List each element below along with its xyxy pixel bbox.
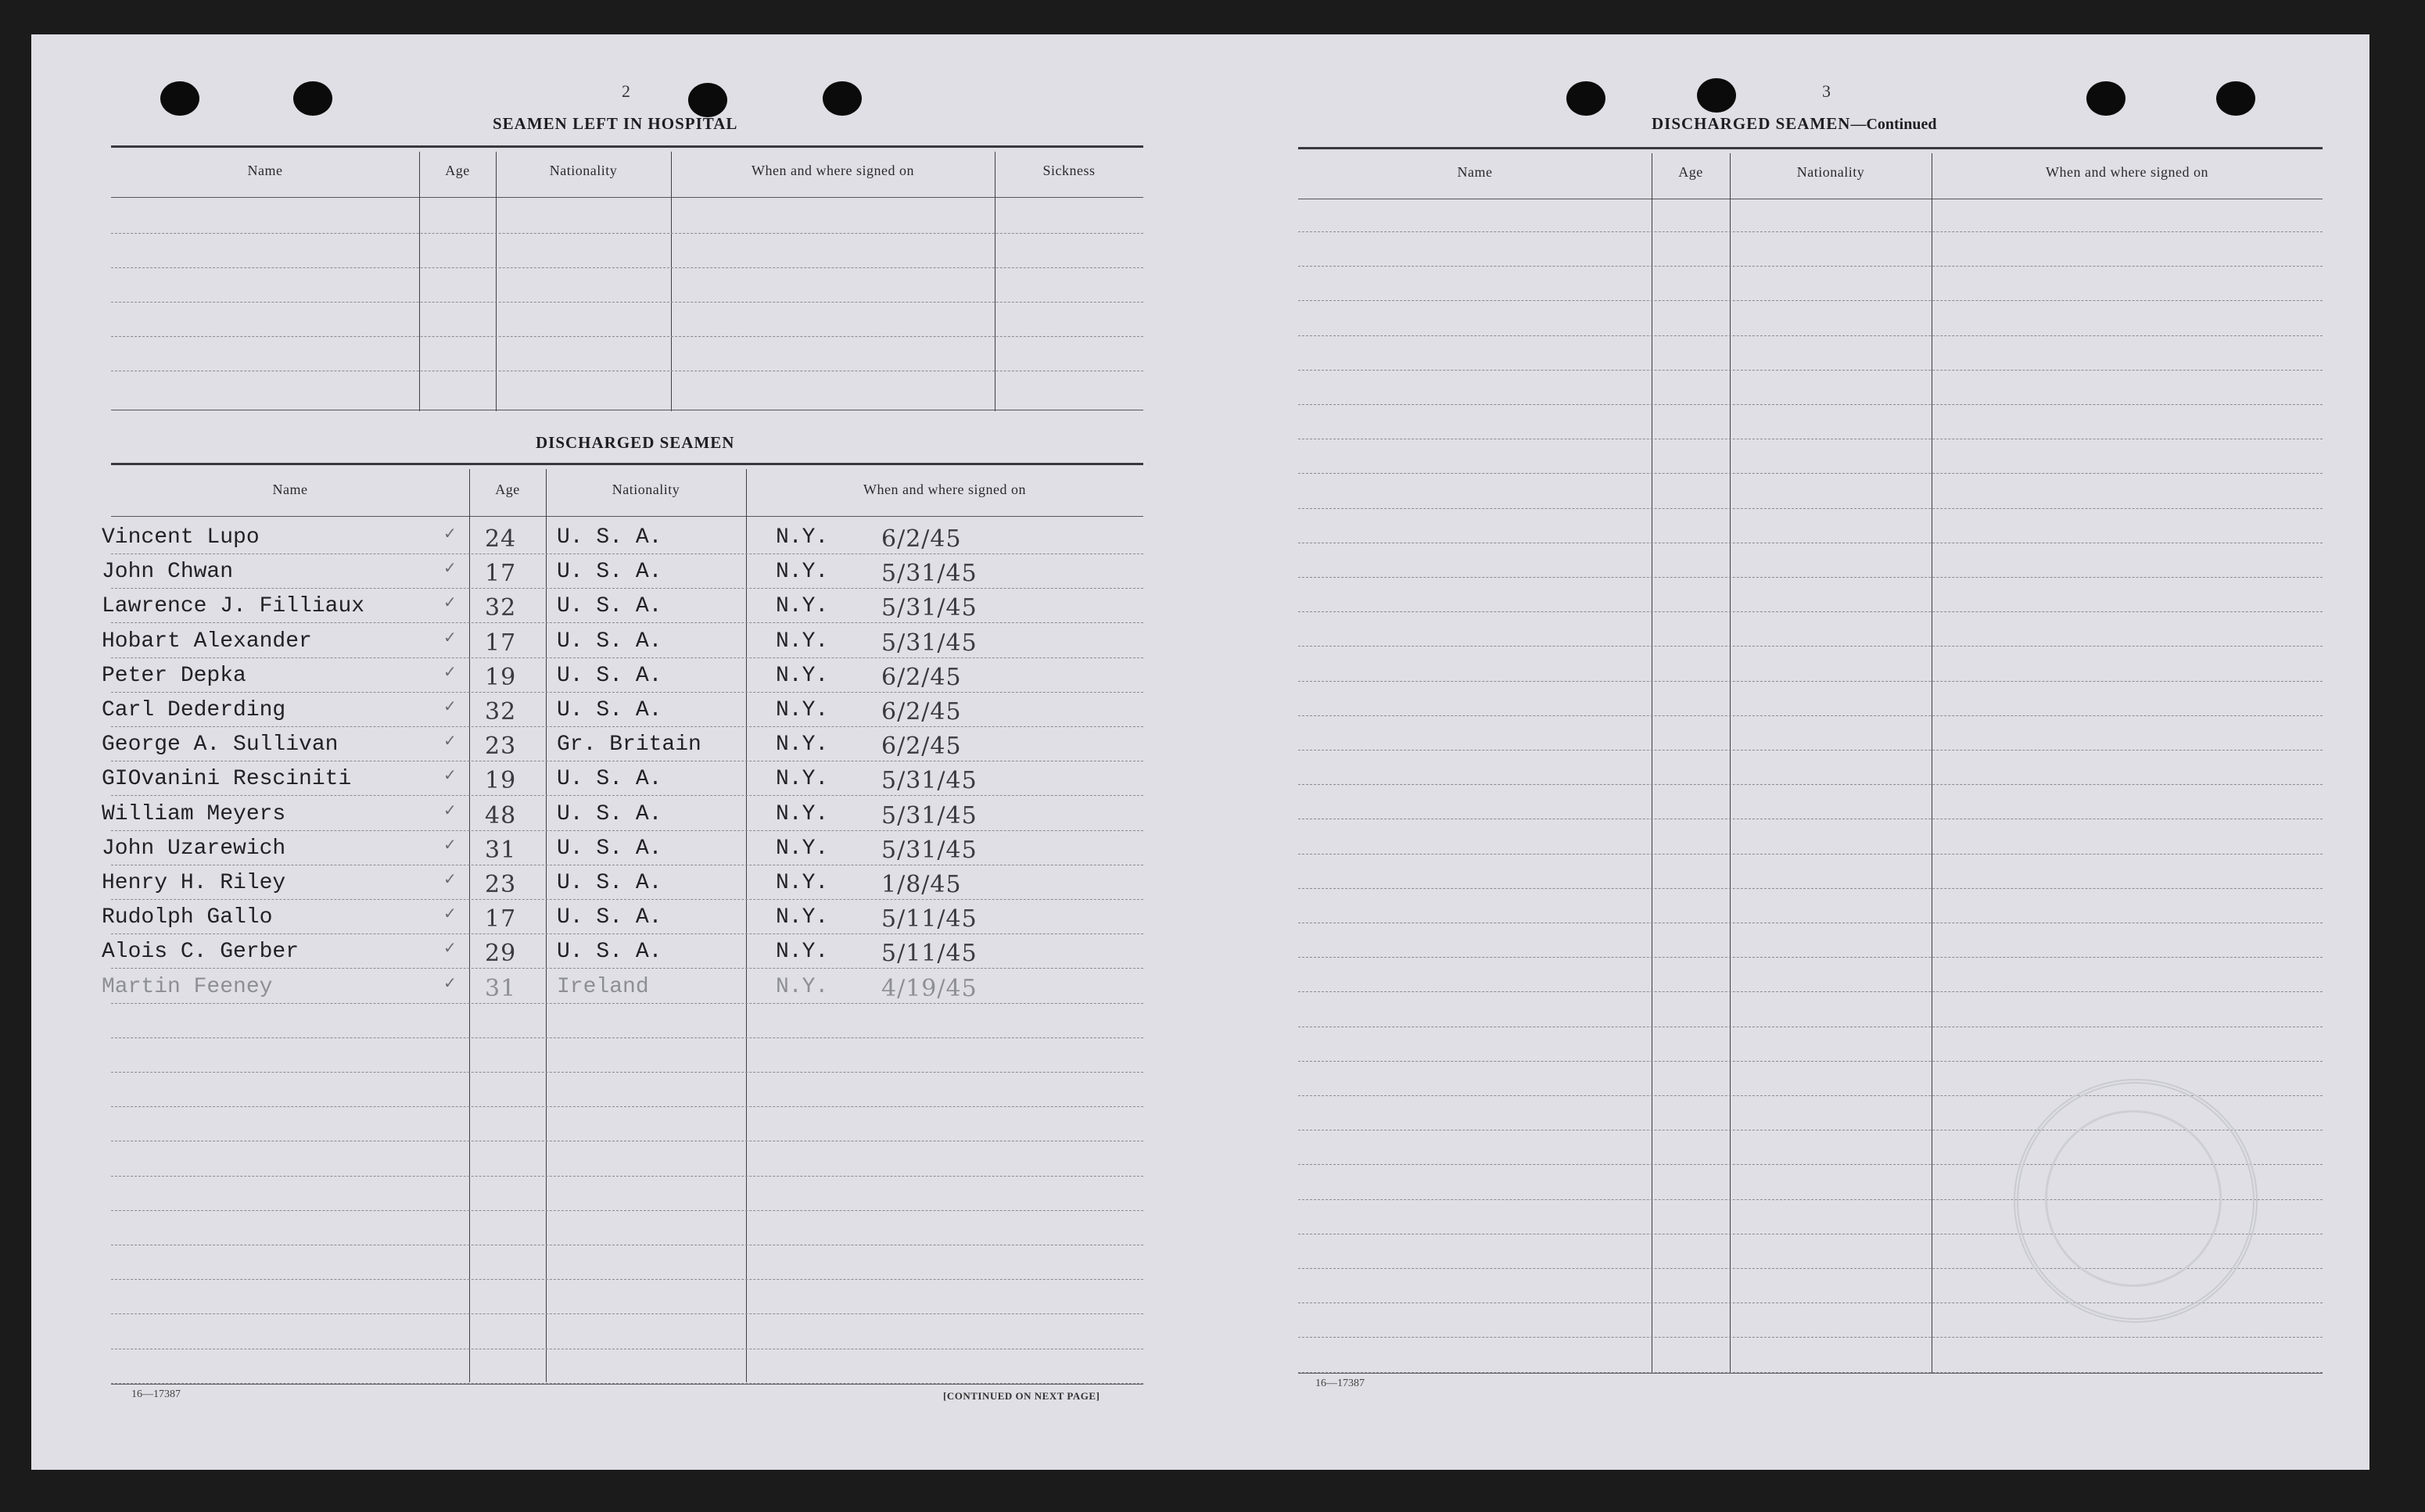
seaman-signed-on-date: 5/31/45 bbox=[881, 560, 978, 588]
discharged-header-age: Age bbox=[495, 482, 520, 497]
seaman-row bbox=[102, 937, 1143, 971]
seaman-signed-on-date: 6/2/45 bbox=[881, 733, 962, 761]
check-mark-icon: ✓ bbox=[443, 869, 457, 888]
seaman-name: GIOvanini Resciniti bbox=[102, 767, 352, 792]
punch-hole bbox=[2086, 81, 2125, 116]
seaman-signed-on-date: 6/2/45 bbox=[881, 698, 962, 726]
seaman-signed-on-place: N.Y. bbox=[776, 594, 829, 619]
seaman-nationality: U. S. A. bbox=[557, 836, 662, 861]
punch-hole bbox=[1697, 78, 1736, 113]
hospital-table-title: SEAMEN LEFT IN HOSPITAL bbox=[493, 114, 738, 133]
seaman-signed-on-place: N.Y. bbox=[776, 801, 829, 826]
seaman-age: 32 bbox=[485, 594, 517, 622]
seaman-signed-on-place: N.Y. bbox=[776, 629, 829, 654]
seaman-signed-on-date: 6/2/45 bbox=[881, 525, 962, 553]
seaman-nationality: U. S. A. bbox=[557, 594, 662, 619]
seaman-nationality: U. S. A. bbox=[557, 940, 662, 965]
seaman-row bbox=[102, 557, 1143, 591]
punch-hole bbox=[688, 83, 727, 117]
discharged-header-nationality: Nationality bbox=[612, 482, 680, 497]
check-mark-icon: ✓ bbox=[443, 661, 457, 681]
punch-hole bbox=[823, 81, 862, 116]
seaman-name: John Uzarewich bbox=[102, 836, 286, 861]
check-mark-icon: ✓ bbox=[443, 973, 457, 992]
right-form-number: 16—17387 bbox=[1315, 1378, 1365, 1389]
discharged-header-signed-on: When and where signed on bbox=[863, 482, 1026, 497]
discharged-table-title: DISCHARGED SEAMEN bbox=[536, 433, 735, 452]
seaman-signed-on-place: N.Y. bbox=[776, 767, 829, 792]
seaman-name: Peter Depka bbox=[102, 663, 246, 688]
seaman-signed-on-place: N.Y. bbox=[776, 663, 829, 688]
seaman-signed-on-place: N.Y. bbox=[776, 871, 829, 895]
seaman-signed-on-date: 5/11/45 bbox=[881, 940, 978, 968]
left-page-number: 2 bbox=[622, 81, 630, 101]
right-title-suffix: —Continued bbox=[1850, 116, 1937, 133]
seaman-nationality: U. S. A. bbox=[557, 801, 662, 826]
check-mark-icon: ✓ bbox=[443, 627, 457, 647]
right-title-main: DISCHARGED SEAMEN bbox=[1652, 114, 1851, 133]
seaman-row bbox=[102, 764, 1143, 798]
seaman-age: 23 bbox=[485, 871, 517, 898]
seaman-signed-on-place: N.Y. bbox=[776, 836, 829, 861]
seaman-row bbox=[102, 972, 1143, 1006]
check-mark-icon: ✓ bbox=[443, 524, 457, 543]
seaman-row bbox=[102, 695, 1143, 729]
seaman-nationality: U. S. A. bbox=[557, 871, 662, 895]
hospital-table bbox=[111, 145, 1143, 411]
seaman-age: 17 bbox=[485, 560, 517, 588]
seaman-nationality: Ireland bbox=[557, 974, 649, 999]
seaman-nationality: U. S. A. bbox=[557, 525, 662, 550]
seaman-age: 23 bbox=[485, 733, 517, 761]
check-mark-icon: ✓ bbox=[443, 558, 457, 578]
seaman-nationality: U. S. A. bbox=[557, 698, 662, 722]
seaman-signed-on-date: 5/11/45 bbox=[881, 905, 978, 933]
seaman-row bbox=[102, 522, 1143, 557]
seaman-row bbox=[102, 868, 1143, 902]
seaman-nationality: U. S. A. bbox=[557, 629, 662, 654]
seaman-nationality: U. S. A. bbox=[557, 905, 662, 930]
right-page-number: 3 bbox=[1822, 81, 1831, 101]
seaman-age: 31 bbox=[485, 974, 517, 1002]
seaman-age: 17 bbox=[485, 905, 517, 933]
continued-note: [CONTINUED ON NEXT PAGE] bbox=[943, 1390, 1100, 1402]
seaman-row bbox=[102, 591, 1143, 625]
seaman-name: Lawrence J. Filliaux bbox=[102, 594, 365, 619]
seaman-nationality: Gr. Britain bbox=[557, 733, 701, 758]
check-mark-icon: ✓ bbox=[443, 593, 457, 612]
seaman-name: Henry H. Riley bbox=[102, 871, 286, 895]
seaman-signed-on-date: 5/31/45 bbox=[881, 594, 978, 622]
faded-stamp bbox=[2014, 1079, 2258, 1323]
seaman-signed-on-place: N.Y. bbox=[776, 733, 829, 758]
hospital-header-signed-on: When and where signed on bbox=[752, 163, 914, 178]
seaman-signed-on-place: N.Y. bbox=[776, 905, 829, 930]
seaman-signed-on-date: 5/31/45 bbox=[881, 801, 978, 829]
seaman-signed-on-place: N.Y. bbox=[776, 560, 829, 585]
seaman-row bbox=[102, 626, 1143, 661]
seaman-age: 32 bbox=[485, 698, 517, 726]
discharged-header-name: Name bbox=[272, 482, 308, 497]
seaman-name: Martin Feeney bbox=[102, 974, 273, 999]
hospital-header-sickness: Sickness bbox=[1042, 163, 1096, 178]
check-mark-icon: ✓ bbox=[443, 765, 457, 785]
punch-hole bbox=[2216, 81, 2255, 116]
check-mark-icon: ✓ bbox=[443, 904, 457, 923]
check-mark-icon: ✓ bbox=[443, 800, 457, 819]
seaman-age: 17 bbox=[485, 629, 517, 657]
seaman-age: 29 bbox=[485, 940, 517, 968]
seaman-age: 31 bbox=[485, 836, 517, 864]
seaman-age: 24 bbox=[485, 525, 517, 553]
seaman-name: Carl Dederding bbox=[102, 698, 286, 722]
seaman-name: Rudolph Gallo bbox=[102, 905, 273, 930]
seaman-signed-on-place: N.Y. bbox=[776, 698, 829, 722]
seaman-signed-on-date: 1/8/45 bbox=[881, 871, 962, 898]
seaman-signed-on-date: 5/31/45 bbox=[881, 629, 978, 657]
seaman-signed-on-place: N.Y. bbox=[776, 525, 829, 550]
punch-hole bbox=[160, 81, 199, 116]
discharged-table bbox=[102, 463, 1143, 1385]
left-form-number: 16—17387 bbox=[131, 1388, 181, 1400]
seaman-name: Hobart Alexander bbox=[102, 629, 312, 654]
seaman-signed-on-date: 4/19/45 bbox=[881, 974, 978, 1002]
seaman-name: William Meyers bbox=[102, 801, 286, 826]
check-mark-icon: ✓ bbox=[443, 697, 457, 715]
seaman-signed-on-place: N.Y. bbox=[776, 974, 829, 999]
seaman-name: George A. Sullivan bbox=[102, 733, 339, 758]
cont-header-name: Name bbox=[1457, 164, 1493, 180]
cont-header-signed-on: When and where signed on bbox=[2046, 164, 2208, 180]
seaman-signed-on-date: 5/31/45 bbox=[881, 836, 978, 864]
cont-header-nationality: Nationality bbox=[1796, 164, 1865, 180]
seaman-signed-on-date: 5/31/45 bbox=[881, 767, 978, 795]
seaman-age: 19 bbox=[485, 663, 517, 691]
seaman-age: 48 bbox=[485, 801, 517, 829]
seaman-row bbox=[102, 799, 1143, 833]
check-mark-icon: ✓ bbox=[443, 834, 457, 854]
cont-header-age: Age bbox=[1678, 164, 1703, 180]
seaman-signed-on-place: N.Y. bbox=[776, 940, 829, 965]
seaman-row bbox=[102, 902, 1143, 937]
seaman-nationality: U. S. A. bbox=[557, 767, 662, 792]
seaman-name: Alois C. Gerber bbox=[102, 940, 300, 965]
hospital-header-nationality: Nationality bbox=[549, 163, 618, 178]
seaman-nationality: U. S. A. bbox=[557, 560, 662, 585]
hospital-header-name: Name bbox=[247, 163, 283, 178]
check-mark-icon: ✓ bbox=[443, 938, 457, 958]
seaman-name: John Chwan bbox=[102, 560, 234, 585]
seaman-row bbox=[102, 661, 1143, 695]
seaman-signed-on-date: 6/2/45 bbox=[881, 663, 962, 691]
right-table-title bbox=[1652, 114, 1936, 134]
punch-hole bbox=[293, 81, 332, 116]
seaman-nationality: U. S. A. bbox=[557, 663, 662, 688]
check-mark-icon: ✓ bbox=[443, 731, 457, 751]
hospital-header-age: Age bbox=[445, 163, 470, 178]
seaman-name: Vincent Lupo bbox=[102, 525, 260, 550]
seaman-age: 19 bbox=[485, 767, 517, 795]
punch-hole bbox=[1566, 81, 1605, 116]
seaman-row bbox=[102, 833, 1143, 868]
seaman-row bbox=[102, 729, 1143, 764]
